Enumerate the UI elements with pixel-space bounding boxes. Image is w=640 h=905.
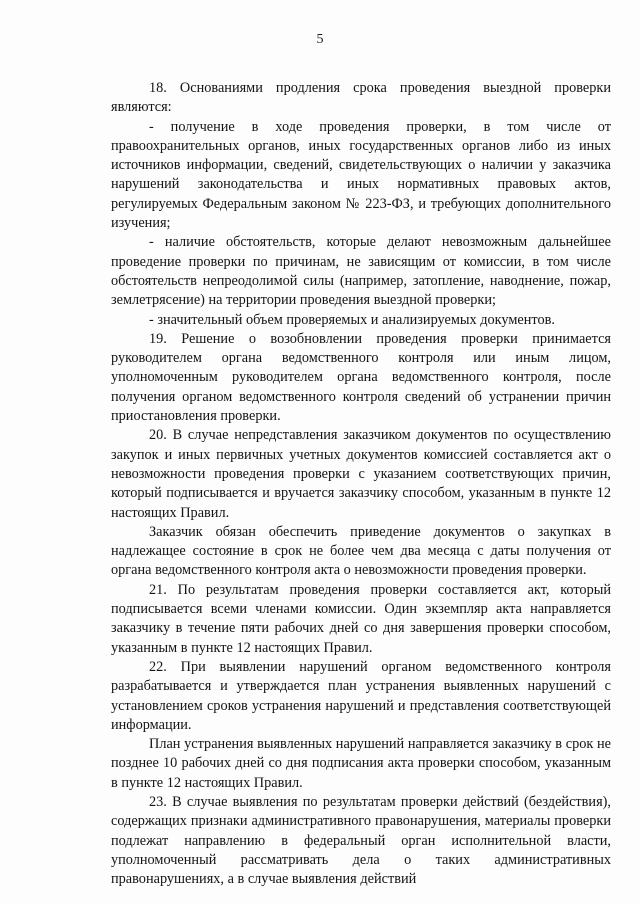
paragraph-23: 23. В случае выявления по результатам проверки действий (бездействия), содержащих признаки административного правонарушения, материалы проверки подлежат направлению в федеральный орган исполнительной власти, уполномоченный рассматривать дела о таких административных правонарушениях, а в случае выявления действий xyxy=(111,793,611,888)
paragraph-19: 19. Решение о возобновлении проведения проверки принимается руководителем органа ведомственного контроля или иным лицом, уполномоченным руководителем органа ведомственного контроля, после получения органом ведомственного контроля сведений об устранении причин приостановления проверки. xyxy=(111,330,611,425)
paragraph-18: 18. Основаниями продления срока проведения выездной проверки являются: xyxy=(111,80,611,116)
page-number: 5 xyxy=(316,32,324,47)
paragraph-20: 20. В случае непредставления заказчиком документов по осуществлению закупок и иных первичных учетных документов комиссией составляется акт о невозможности проведения проверки с указанием соответствующих причин, который подписывается и вручается заказчику способом, указанным в пункте 12 настоящих Правил. xyxy=(111,427,611,521)
paragraph-22: 22. При выявлении нарушений органом ведомственного контроля разрабатывается и утверждается план устранения выявленных нарушений с установлением сроков устранения нарушений и представления соответствующей информации. xyxy=(111,658,611,733)
list-item-force-majeure: - наличие обстоятельств, которые делают невозможным дальнейшее проведение проверки по причинам, не зависящим от комиссии, в том числе обстоятельств непреодолимой силы (например, затопление, наводнение, пожар, землетрясение) на территории проведения выездной проверки; xyxy=(111,234,611,309)
document-body xyxy=(111,79,611,889)
paragraph-20-continued: Заказчик обязан обеспечить приведение документов о закупках в надлежащее состояние в срок не более чем два месяца с даты получения от органа ведомственного контроля акта о невозможности проведения проверки. xyxy=(111,523,611,579)
list-item-large-volume: - значительный объем проверяемых и анализируемых документов. xyxy=(149,311,555,328)
list-item-information-received: - получение в ходе проведения проверки, в том числе от правоохранительных органов, иных государственных органов либо из иных источников информации, сведений, свидетельствующих о наличии у заказчика нарушений законодательства и иных нормативных правовых актов, регулируемых Федеральным законом № 223-ФЗ, и требующих дополнительного изучения; xyxy=(111,118,611,232)
paragraph-22-continued: План устранения выявленных нарушений направляется заказчику в срок не позднее 10 рабочих дней со дня подписания акта проверки способом, указанным в пункте 12 настоящих Правил. xyxy=(111,736,611,791)
paragraph-21: 21. По результатам проведения проверки составляется акт, который подписывается всеми членами комиссии. Один экземпляр акта направляется заказчику в течение пяти рабочих дней со дня завершения проверки способом, указанным в пункте 12 настоящих Правил. xyxy=(111,581,611,656)
